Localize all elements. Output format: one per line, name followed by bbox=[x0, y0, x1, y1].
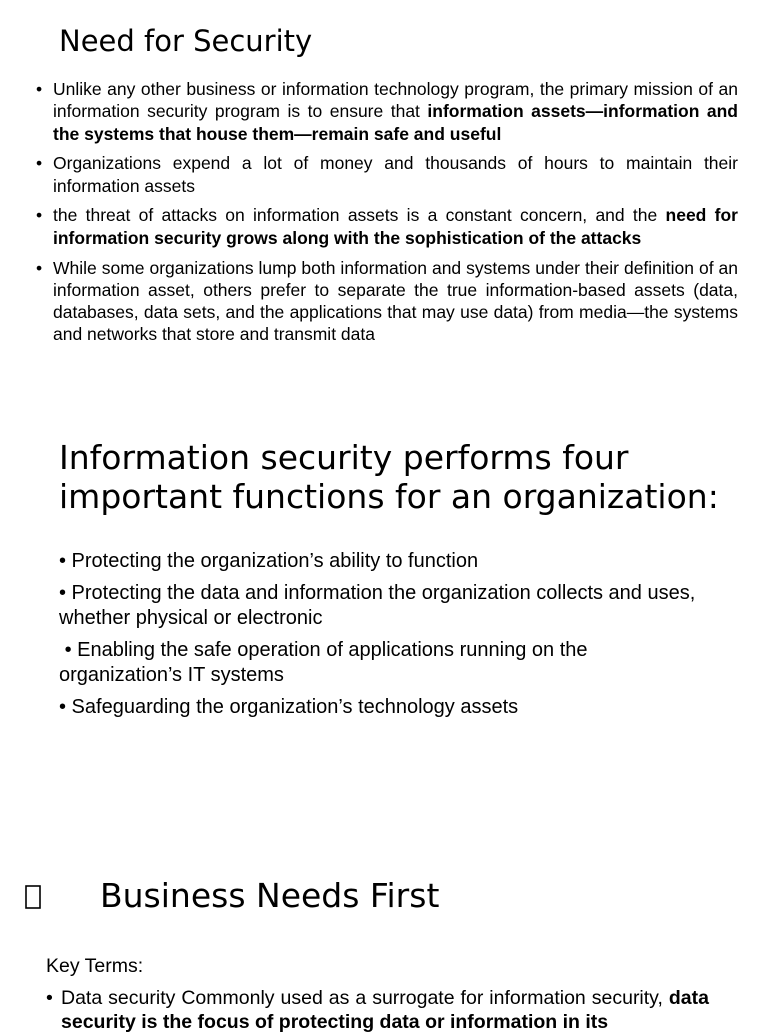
bullet-item-4 bbox=[36, 257, 738, 346]
function-item-1: • Protecting the organization’s ability to function bbox=[59, 550, 479, 572]
function-item-4: • Safeguarding the organization’s technology assets bbox=[59, 696, 519, 718]
key-term-item bbox=[46, 986, 709, 1034]
bullet-text: While some organizations lump both information and systems under their definition of an information asset, others prefer to separate the true information-based assets (data, databases, data sets, and the applications that may use data) from media—the systems and networks that store and transmit data bbox=[53, 257, 738, 345]
placeholder-glyph-icon bbox=[22, 880, 44, 912]
section-title-need-for-security: Need for Security bbox=[59, 24, 313, 58]
bullet-item-1 bbox=[36, 78, 738, 145]
bullet-text: Organizations expend a lot of money and thousands of hours to maintain their information assets bbox=[53, 153, 738, 196]
bullet-text: the threat of attacks on information assets is a constant concern, and the bbox=[53, 205, 666, 226]
four-functions-list bbox=[59, 549, 699, 727]
key-terms-list bbox=[46, 986, 709, 1034]
key-terms-label: Key Terms: bbox=[46, 955, 144, 977]
bullet-bold-text: information assets—information and the systems that house them—remain safe and useful bbox=[53, 101, 738, 144]
function-item-2: • Protecting the data and information the organization collects and uses, whether physical or electronic bbox=[59, 582, 696, 629]
section-title-four-functions: Information security performs four important functions for an organization: bbox=[59, 438, 719, 516]
key-term-text: Data security Commonly used as a surrogate for information security, bbox=[61, 987, 669, 1009]
bullet-text: Unlike any other business or information technology program, the primary mission of an information security program is to ensure that bbox=[53, 79, 738, 122]
bullet-bold-text: need for information security grows along with the sophistication of the attacks bbox=[53, 205, 738, 248]
need-for-security-bullet-list bbox=[36, 78, 738, 353]
section-title-business-needs-first: Business Needs First bbox=[100, 876, 440, 915]
bullet-item-3 bbox=[36, 204, 738, 249]
key-term-bold-text: data security is the focus of protecting data or information in its bbox=[61, 987, 709, 1033]
function-item-3: • Enabling the safe operation of applications running on the organization’s IT systems bbox=[59, 639, 594, 686]
bullet-item-2 bbox=[36, 152, 738, 197]
